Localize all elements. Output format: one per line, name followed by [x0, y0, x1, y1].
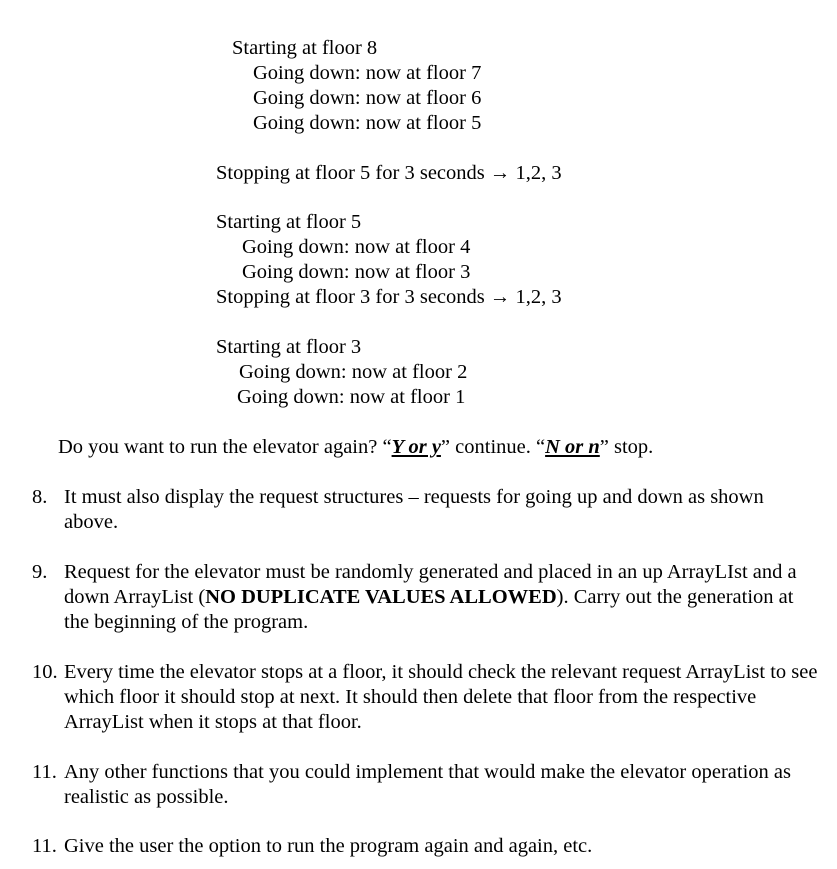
- sim-going-down-1: Going down: now at floor 1: [237, 386, 466, 408]
- prompt-text-middle: ” continue. “: [440, 436, 546, 458]
- run-again-prompt: [58, 435, 653, 460]
- list-item-number: 9.: [32, 561, 48, 583]
- list-item-8: [32, 485, 822, 535]
- list-item-number: 11.: [32, 835, 57, 857]
- sim-start-floor-5: Starting at floor 5: [216, 211, 362, 233]
- no-duplicates-emphasis: NO DUPLICATE VALUES ALLOWED: [205, 586, 557, 608]
- list-item-text: Any other functions that you could implement that would make the elevator operation as realistic as possible.: [64, 761, 791, 808]
- sim-going-down-6: Going down: now at floor 6: [253, 87, 482, 109]
- list-item-text: Give the user the option to run the program again and again, etc.: [64, 835, 593, 857]
- list-item-text-end: ). Carry out the generation at the beginning of the program.: [64, 586, 794, 633]
- list-item-10: [32, 660, 822, 735]
- list-item-9: [32, 560, 822, 635]
- sim-start-floor-8: Starting at floor 8: [232, 37, 378, 59]
- sim-stopping-floor-5: Stopping at floor 5 for 3 seconds → 1,2, 3: [216, 162, 562, 184]
- sim-going-down-7: Going down: now at floor 7: [253, 62, 482, 84]
- sim-going-down-5: Going down: now at floor 5: [253, 112, 482, 134]
- list-item-11a: [32, 760, 822, 810]
- sim-stopping-floor-3: Stopping at floor 3 for 3 seconds → 1,2, 3: [216, 286, 562, 308]
- prompt-text-start: Do you want to run the elevator again? “: [58, 436, 392, 458]
- list-item-text: Every time the elevator stops at a floor, it should check the relevant request ArrayList to see which floor it should stop at next. It should then delete that floor from the respective ArrayList when it stops at that floor.: [64, 661, 818, 733]
- list-item-text: [64, 560, 822, 635]
- list-item-text-start: Request for the elevator must be randomly generated and placed in an up ArrayLIst and a down ArrayList (: [64, 561, 797, 608]
- sim-going-down-2: Going down: now at floor 2: [239, 361, 468, 383]
- prompt-text-end: ” stop.: [599, 436, 654, 458]
- prompt-no-option: N or n: [545, 436, 600, 458]
- prompt-yes-option: Y or y: [391, 436, 441, 458]
- sim-start-floor-3: Starting at floor 3: [216, 336, 362, 358]
- list-item-11b: [32, 834, 822, 859]
- sim-going-down-3: Going down: now at floor 3: [242, 261, 471, 283]
- list-item-number: 10.: [32, 661, 58, 683]
- list-item-text: It must also display the request structures – requests for going up and down as shown above.: [64, 486, 764, 533]
- list-item-number: 8.: [32, 486, 48, 508]
- list-item-number: 11.: [32, 761, 57, 783]
- sim-going-down-4: Going down: now at floor 4: [242, 236, 471, 258]
